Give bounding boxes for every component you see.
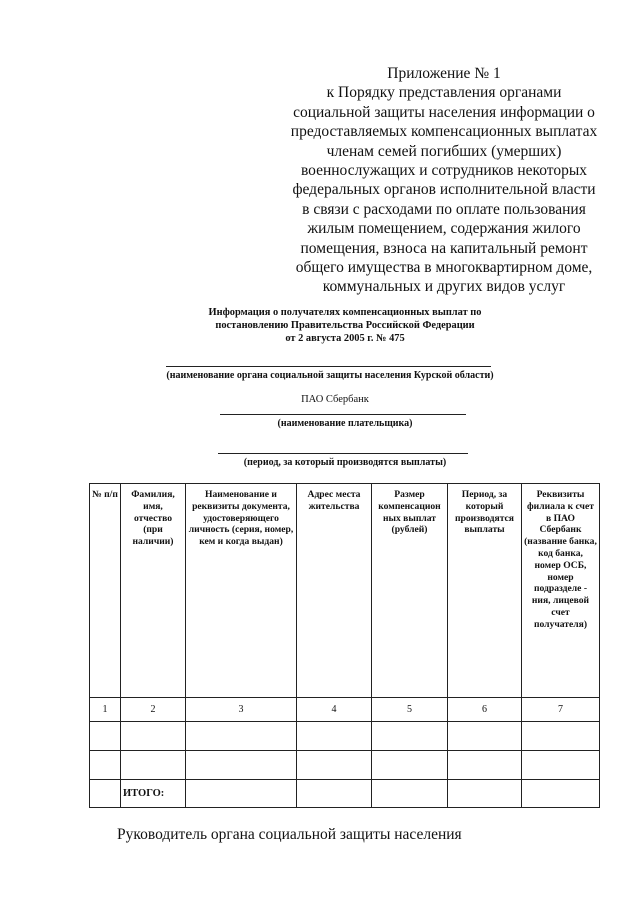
empty-cell bbox=[186, 751, 297, 780]
empty-cell bbox=[522, 780, 600, 808]
info-line: от 2 августа 2005 г. № 475 bbox=[285, 333, 405, 344]
recipients-table bbox=[89, 483, 600, 808]
empty-cell bbox=[90, 780, 121, 808]
info-title bbox=[140, 306, 550, 345]
empty-cell bbox=[372, 722, 448, 751]
header-cell: Фамилия, имя, отчество (при наличии) bbox=[121, 484, 186, 698]
appendix-line: жилым помещением, содержания жилого bbox=[307, 220, 581, 238]
appendix-line: федеральных органов исполнительной власти bbox=[292, 181, 596, 199]
payer-value: ПАО Сбербанк bbox=[301, 394, 369, 405]
empty-cell bbox=[297, 751, 372, 780]
empty-cell bbox=[186, 780, 297, 808]
appendix-line: Приложение № 1 bbox=[387, 65, 501, 82]
column-number: 3 bbox=[186, 698, 297, 722]
column-number: 2 bbox=[121, 698, 186, 722]
column-number-row bbox=[90, 698, 600, 722]
organ-fill-line bbox=[166, 366, 491, 367]
column-number: 7 bbox=[522, 698, 600, 722]
appendix-line: к Порядку представления органами bbox=[326, 84, 562, 102]
appendix-heading bbox=[278, 64, 610, 297]
empty-cell bbox=[186, 722, 297, 751]
period-caption: (период, за который производятся выплаты) bbox=[243, 457, 447, 468]
info-line: постановлению Правительства Российской Федерации bbox=[215, 320, 475, 331]
empty-cell bbox=[372, 780, 448, 808]
total-label: ИТОГО: bbox=[121, 780, 186, 808]
organ-caption: (наименование органа социальной защиты населения Курской области) bbox=[166, 370, 494, 381]
column-number: 4 bbox=[297, 698, 372, 722]
empty-cell bbox=[372, 751, 448, 780]
header-cell: Наименование и реквизиты документа, удостоверяющего личность (серия, номер, кем и когда выдан) bbox=[186, 484, 297, 698]
table-header-row bbox=[90, 484, 600, 698]
appendix-line: коммунальных и других видов услуг bbox=[322, 278, 566, 296]
appendix-line: помещения, взноса на капитальный ремонт bbox=[300, 239, 588, 257]
signature-line: Руководитель органа социальной защиты населения bbox=[117, 826, 462, 843]
header-cell: Реквизиты филиала к счет в ПАО Сбербанк (название банка, код банка, номер ОСБ, номер подразделе - ния, лицевой счет получателя) bbox=[522, 484, 600, 698]
info-line: Информация о получателях компенсационных выплат по bbox=[208, 307, 482, 318]
payer-fill-line bbox=[220, 414, 466, 415]
header-cell: Период, за который производятся выплаты bbox=[448, 484, 522, 698]
empty-cell bbox=[90, 751, 121, 780]
empty-cell bbox=[522, 751, 600, 780]
table-row bbox=[90, 751, 600, 780]
empty-cell bbox=[121, 722, 186, 751]
empty-cell bbox=[448, 780, 522, 808]
column-number: 6 bbox=[448, 698, 522, 722]
payer-caption: (наименование плательщика) bbox=[277, 418, 413, 429]
appendix-line: предоставляемых компенсационных выплатах bbox=[290, 123, 598, 141]
total-row bbox=[90, 780, 600, 808]
header-cell: № п/п bbox=[90, 484, 121, 698]
appendix-line: общего имущества в многоквартирном доме, bbox=[295, 259, 593, 277]
appendix-line: в связи с расходами по оплате пользования bbox=[302, 200, 586, 218]
table-row bbox=[90, 722, 600, 751]
header-cell: Адрес места жительства bbox=[297, 484, 372, 698]
column-number: 1 bbox=[90, 698, 121, 722]
period-fill-line bbox=[218, 453, 468, 454]
empty-cell bbox=[448, 751, 522, 780]
column-number: 5 bbox=[372, 698, 448, 722]
appendix-line: членам семей погибших (умерших) bbox=[326, 142, 562, 160]
header-cell: Размер компенсацион ных выплат (рублей) bbox=[372, 484, 448, 698]
empty-cell bbox=[90, 722, 121, 751]
empty-cell bbox=[297, 722, 372, 751]
appendix-line: военнослужащих и сотрудников некоторых bbox=[300, 162, 588, 180]
empty-cell bbox=[297, 780, 372, 808]
empty-cell bbox=[121, 751, 186, 780]
appendix-line: социальной защиты населения информации о bbox=[293, 103, 595, 121]
empty-cell bbox=[522, 722, 600, 751]
empty-cell bbox=[448, 722, 522, 751]
